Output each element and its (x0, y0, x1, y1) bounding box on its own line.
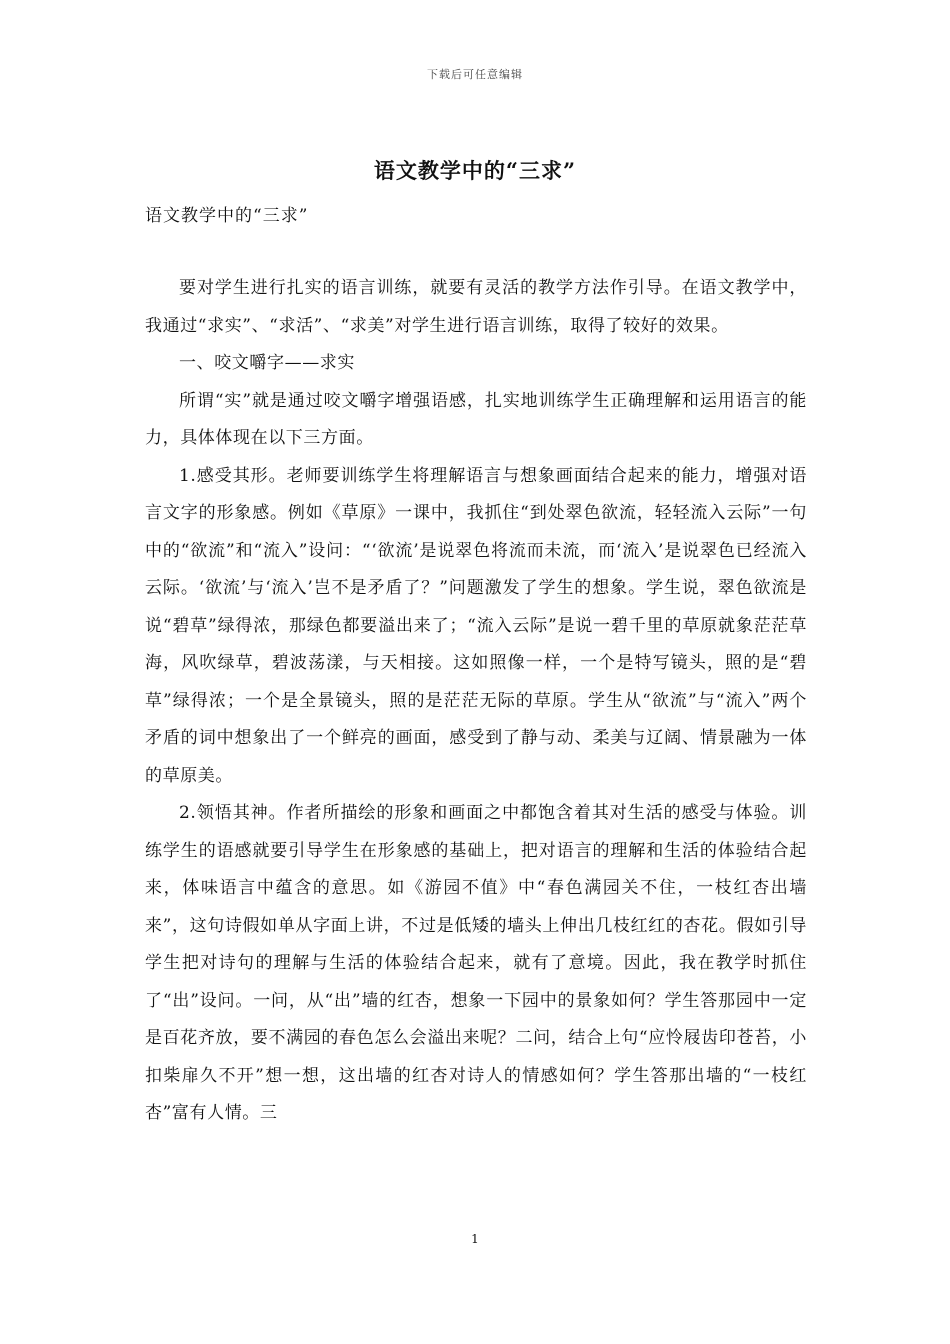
paragraph: 2.领悟其神。作者所描绘的形象和画面之中都饱含着其对生活的感受与体验。训练学生的语感就要引导学生在形象感的基础上，把对语言的理解和生活的体验结合起来，体味语言中蕴含的意思。如《游园不值》中“春色满园关不住，一枝红杏出墙来”，这句诗假如单从字面上讲，不过是低矮的墙头上伸出几枝红红的杏花。假如引导学生把对诗句的理解与生活的体验结合起来，就有了意境。因此，我在教学时抓住了“出”设问。一问，从“出”墙的红杏，想象一下园中的景象如何？学生答那园中一定是百花齐放，要不满园的春色怎么会溢出来呢？二问，结合上句“应怜屐齿印苍苔，小扣柴扉久不开”想一想，这出墙的红杏对诗人的情感如何？学生答那出墙的“一枝红杏”富有人情。三 (145, 803, 807, 1123)
document-title: 语文教学中的“三求” (373, 158, 577, 183)
document-subtitle: 语文教学中的“三求” (145, 206, 309, 226)
page-number: 1 (471, 1232, 479, 1246)
section-heading: 一、咬文嚼字——求实 (179, 353, 355, 373)
paragraph: 所谓“实”就是通过咬文嚼字增强语感，扎实地训练学生正确理解和运用语言的能力，具体体现在以下三方面。 (145, 390, 807, 448)
document-body (145, 270, 807, 1133)
paragraph-intro: 要对学生进行扎实的语言训练，就要有灵活的教学方法作引导。在语文教学中，我通过“求实”、“求活”、“求美”对学生进行语言训练，取得了较好的效果。 (145, 278, 807, 336)
paragraph: 1.感受其形。老师要训练学生将理解语言与想象画面结合起来的能力，增强对语言文字的形象感。例如《草原》一课中，我抓住“到处翠色欲流，轻轻流入云际”一句中的“欲流”和“流入”设问：“‘欲流’是说翠色将流而未流，而‘流入’是说翠色已经流入云际。‘欲流’与‘流入’岂不是矛盾了？”问题激发了学生的想象。学生说，翠色欲流是说“碧草”绿得浓，那绿色都要溢出来了；“流入云际”是说一碧千里的草原就象茫茫草海，风吹绿草，碧波荡漾，与天相接。这如照像一样，一个是特写镜头，照的是“碧草”绿得浓；一个是全景镜头，照的是茫茫无际的草原。学生从“欲流”与“流入”两个矛盾的词中想象出了一个鲜亮的画面，感受到了静与动、柔美与辽阔、情景融为一体的草原美。 (145, 465, 807, 786)
page-header-note: 下载后可任意编辑 (427, 68, 523, 81)
